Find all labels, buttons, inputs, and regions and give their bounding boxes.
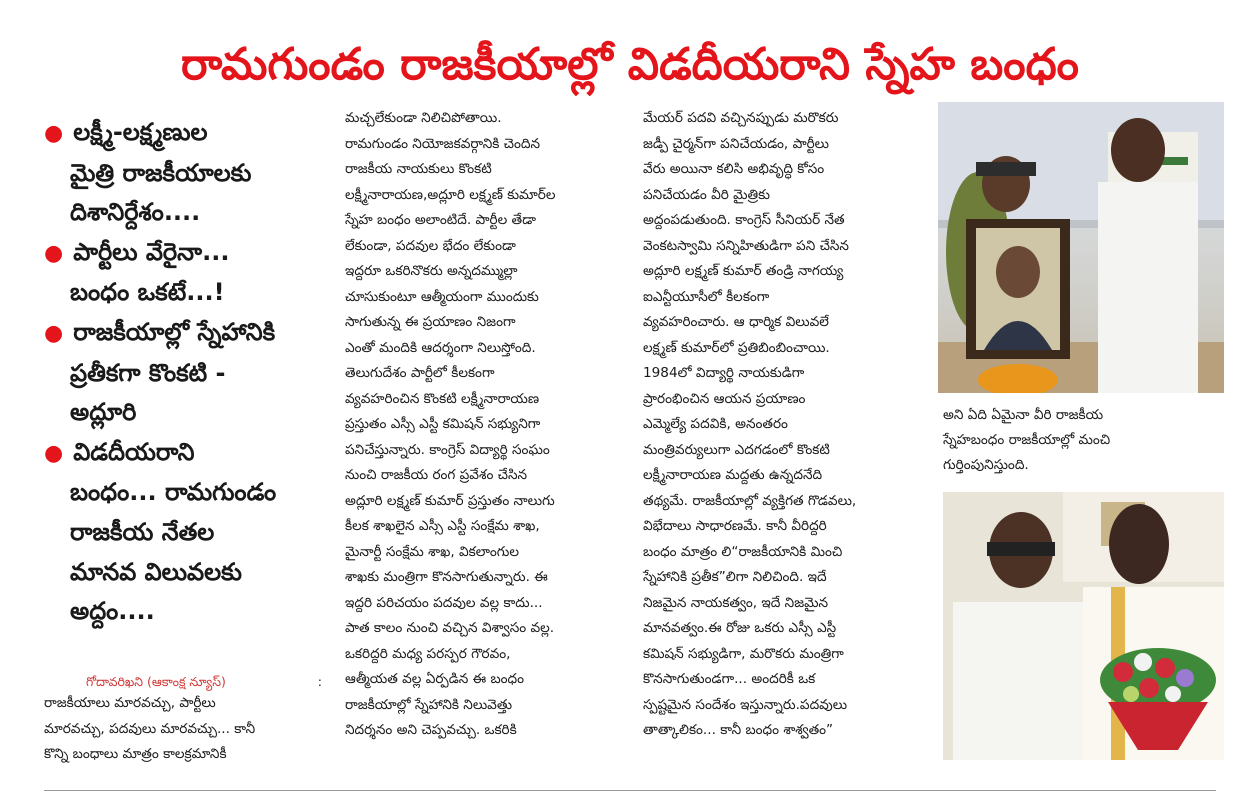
photo-portrait-presentation bbox=[938, 102, 1224, 393]
article-column-2: మచ్చలేకుండా నిలిచిపోతాయి. రామగుండం నియోజకవర్గానికి చెందిన రాజకీయ నాయకులు కొంకటి లక్ష్మీనారాయణ,అద్లూరి లక్ష్మణ్ కుమార్‌ల స్నేహ బంధం అలాంటిదే. పార్టీల తేడా లేకుండా, పదవుల భేదం లేకుండా ఇద్దరూ ఒకరినొకరు అన్నదమ్ముల్లా చూసుకుంటూ ఆత్మీయంగా ముందుకు సాగుతున్న ఈ ప్రయాణం నిజంగా ఎంతో మందికి ఆదర్శంగా నిలుస్తోంది. తెలుగుదేశం పార్టీలో కీలకంగా వ్యవహరించిన కొంకటి లక్ష్మీనారాయణ ప్రస్తుతం ఎస్సీ ఎస్టీ కమిషన్ సభ్యునిగా పనిచేస్తున్నారు. కాంగ్రెస్ విద్యార్థి సంఘం నుంచి రాజకీయ రంగ ప్రవేశం చేసిన అద్లూరి లక్ష్మణ్ కుమార్ ప్రస్తుతం నాలుగు కీలక శాఖలైన ఎస్సీ ఎస్టీ సంక్షేమ శాఖ, మైనార్టీ సంక్షేమ శాఖ, వికలాంగుల శాఖకు మంత్రిగా కొనసాగుతున్నారు. ఈ ఇద్దరి పరిచయం పదవుల వల్ల కాదు... పాత కాలం నుంచి వచ్చిన విశ్వాసం వల్ల. ఒకరిద్దరి మధ్య పరస్పర గౌరవం, ఆత్మీయత వల్ల ఏర్పడిన ఈ బంధం రాజకీయాల్లో స్నేహానికి నిలువెత్తు నిదర్శనం అని చెప్పవచ్చు. ఒకరికి bbox=[345, 110, 556, 738]
highlight-line: ప్రతీకగా కొంకటి - bbox=[70, 358, 226, 387]
highlight-line: అద్లూరి bbox=[70, 398, 137, 427]
dateline-colon: : bbox=[317, 674, 322, 689]
photo-embrace-bouquet bbox=[943, 492, 1224, 760]
headline: రామగుండం రాజకీయాల్లో విడదీయరాని స్నేహ బంధం bbox=[181, 39, 1079, 90]
photo-portrait-presentation-image bbox=[938, 102, 1224, 393]
highlight-line: దిశానిర్దేశం.... bbox=[70, 198, 201, 227]
highlight-line: బంధం... రామగుండం bbox=[70, 478, 277, 507]
article-column-1: రాజకీయాలు మారవచ్చు, పార్టీలు మారవచ్చు, పదవులు మారవచ్చు... కానీ కొన్ని బంధాలు మాత్రం కాలక్రమానికీ bbox=[44, 695, 256, 762]
highlight-line: అద్దం.... bbox=[70, 597, 155, 626]
highlight-line: రాజకీయ నేతల bbox=[70, 517, 215, 546]
highlight-line: పార్టీలు వేరైనా... bbox=[73, 237, 230, 266]
bullet-icon: ● bbox=[44, 320, 64, 346]
highlight-line: రాజకీయాల్లో స్నేహానికి bbox=[73, 317, 276, 346]
highlight-line: బంధం ఒకటే...! bbox=[70, 278, 225, 307]
highlight-point bbox=[44, 313, 324, 433]
photo-caption: అని ఏది ఏమైనా వీరి రాజకీయ స్నేహబంధం రాజకీయాల్లో మంచి గుర్తింపునిస్తుంది. bbox=[943, 407, 1111, 473]
bullet-icon: ● bbox=[44, 121, 64, 146]
highlight-line: లక్ష్మీ-లక్ష్మణుల bbox=[73, 118, 208, 146]
highlight-point bbox=[44, 433, 324, 632]
highlight-point bbox=[44, 233, 324, 313]
highlight-line: విడదీయరాని bbox=[73, 437, 195, 466]
photo-embrace-bouquet-image bbox=[943, 492, 1224, 760]
highlight-line: మానవ విలువలకు bbox=[70, 557, 242, 586]
dateline-text: గోదావరిఖని (ఆకాంక్ష న్యూస్) bbox=[86, 674, 226, 689]
highlights-column bbox=[44, 113, 324, 632]
highlight-line: మైత్రి రాజకీయాలకు bbox=[70, 158, 252, 187]
bottom-rule bbox=[44, 790, 1216, 791]
bullet-icon: ● bbox=[44, 440, 64, 466]
highlight-point bbox=[44, 113, 324, 233]
article-column-3: మేయర్ పదవి వచ్చినప్పుడు మరొకరు జడ్పీ చైర్మన్‌గా పనిచేయడం, పార్టీలు వేరు అయినా కలిసి అభివృద్ధి కోసం పనిచేయడం వీరి మైత్రికు అద్దంపడుతుంది. కాంగ్రెస్ సీనియర్ నేత వెంకటస్వామి సన్నిహితుడిగా పని చేసిన అద్లూరి లక్ష్మణ్ కుమార్ తండ్రి నాగయ్య ఐఎన్టీయూసీలో కీలకంగా వ్యవహరించారు. ఆ ధార్మిక విలువలే లక్ష్మణ్ కుమార్‌లో ప్రతిబింబించాయి. 1984లో విద్యార్థి నాయకుడిగా ప్రారంభించిన ఆయన ప్రయాణం ఎమ్మెల్యే పదవికి, అనంతరం మంత్రివర్యులుగా ఎదగడంలో కొంకటి లక్ష్మీనారాయణ మద్దతు ఉన్నదనేది తథ్యమే. రాజకీయాల్లో వ్యక్తిగత గొడవలు, విభేదాలు సాధారణమే. కానీ వీరిద్దరి బంధం మాత్రం లి“రాజకీయానికి మించి స్నేహానికి ప్రతీక”లిగా నిలిచింది. ఇదే నిజమైన నాయకత్వం, ఇదే నిజమైన మానవత్వం.ఈ రోజు ఒకరు ఎస్సీ ఎస్టీ కమిషన్ సభ్యుడిగా, మరొకరు మంత్రిగా కొనసాగుతుండగా... అందరికీ ఒక స్పష్టమైన సందేశం ఇస్తున్నారు.పదవులు తాత్కాలికం... కానీ బంధం శాశ్వతం” bbox=[643, 110, 857, 738]
bullet-icon: ● bbox=[44, 240, 64, 266]
